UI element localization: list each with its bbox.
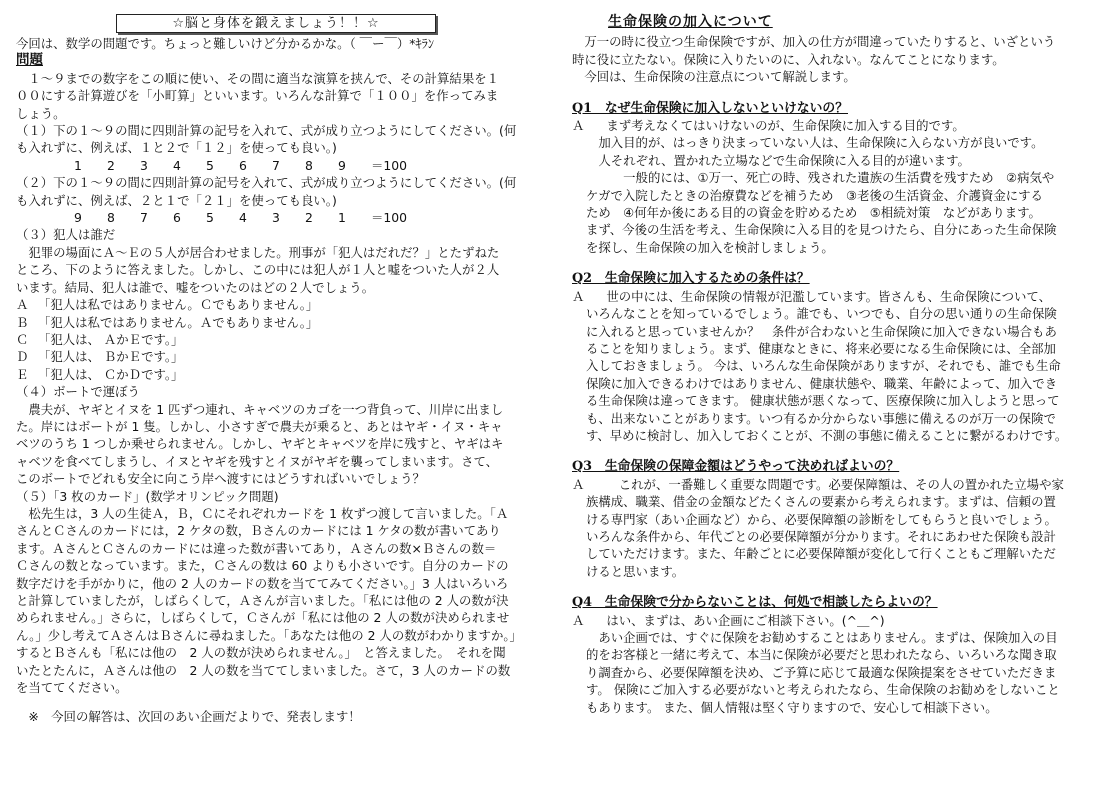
q4-line: ベツのうち 1 つしか乗せられません。しかし、ヤギとキャベツを岸に残すと、ヤギはキ [16,436,504,452]
q4-line: このボートでどれも安全に向こう岸へ渡すにはどうすればいいでしょう？ [16,471,425,487]
q3-answer-line: いろんな条件から、年代ごとの必要保障額が分かります。それにあわせた保険も設計 [586,528,1056,544]
mondai-heading: 問題 [16,52,43,69]
q5-line: 松先生は，3 人の生徒Ａ，Ｂ，Ｃにそれぞれカードを 1 枚ずつ渡して言いました。「Ａ [16,505,509,521]
q4-line: 農夫が、ヤギとイヌを 1 匹ずつ連れ、キャベツのカゴを一つ背負って、川岸に出まし [16,401,504,417]
q4-heading: （４）ボートで運ぼう [16,384,140,400]
number: 5 [206,157,214,173]
q1-answer-line: 人それぞれ、置かれた立場などで生命保険に入る目的が違います。 [586,152,970,168]
q2-answer-line: に入れると思っていませんか？ 条件が合わないと生命保険に加入できない場合もあ [586,323,1057,339]
q3-line: います。結局、犯人は誰で、嘘をついたのはどの２人でしょう。 [16,279,375,295]
q3-answer-first [572,476,1100,493]
q4-line: ャベツを食べてしまうし、イヌとヤギを残すとイヌがヤギを襲ってしまいます。さて、 [16,453,498,469]
q4-question: Q4 生命保険で分からないことは、何処で相談したらよいの？ [572,595,938,611]
statement-speaker: Ａ [16,297,29,313]
statement-speaker: Ｃ [16,331,29,347]
statement-speaker: Ｂ [16,314,29,330]
q1-question: Q1 なぜ生命保険に加入しないといけないの？ [572,100,848,116]
statement [16,348,548,365]
answer-text: 世の中には、生命保険の情報が氾濫しています。皆さんも、生命保険について、 [594,288,1051,304]
q2-question: Q2 生命保険に加入するための条件は？ [572,271,810,287]
number: 7 [140,210,148,226]
komachi-line: １～９までの数字をこの順に使い、その間に適当な演算を挟んで、その計算結果を１ [16,70,499,86]
q4-answer-line: 的をお客様と一緒に考えて、本当に保険が必要だと思われたなら、いろいろな聞き取 [586,647,1057,663]
q2-answer-line: る生命保険は違ってきます。 健康状態が悪くなって、医療保険に加入しようと思って [586,393,1060,409]
q2-answer-line: 保険に加入できるわけではありません、健康状態や、職業、年齢によって、加入でき [586,375,1058,391]
number: 2 [305,210,313,226]
q4-answer-line: り調査から、必要保障額を決め、ご予算に応じて最適な保険提案をさせていただきま [586,664,1057,680]
q2-answer-first [572,288,1100,305]
q2-line: も入れずに、例えば、２と１で「２１」を使っても良い。) [16,192,337,208]
number: 8 [107,210,115,226]
q5-line: を当ててください。 [16,680,128,696]
insurance-intro-line: 万一の時に役立つ生命保険ですが、加入の仕方が間違っていたりすると、いざという [572,34,1056,50]
q3-heading: （３）犯人は誰だ [16,227,116,243]
komachi-line: しょう。 [16,105,66,121]
q2-answer-line: ることを知りましょう。まず、健康なときに、将来必要になる生命保険には、全部加 [586,340,1056,356]
answer-label: Ａ [572,612,585,628]
q3-answer-line: していただけます。また、年齢ごとに必要保障額が変化して行くこともご理解いただ [586,546,1056,562]
statement-text: 「犯人は私ではありません。Ｃでもありません。」 [38,297,319,313]
q5-line: Ｃさんの数となっています。また，Ｃさんの数は 60 よりも小さいです。自分のカードの [16,558,509,574]
number: 3 [272,210,280,226]
number: 2 [107,157,115,173]
number: 1 [74,157,82,173]
q5-line: ます。ＡさんとＣさんのカードには違った数が書いてあり，Ａさんの数×Ｂさんの数＝ [16,540,497,556]
number: 4 [173,157,181,173]
q4-line: た。岸にはボートが 1 隻。しかし、小さすぎで農夫が乗ると、あとはヤギ・イヌ・キャ [16,418,503,434]
q5-line: するとＢさんも「私には他の 2 人の数が決められません。」 と答えました。 それを聞 [16,645,506,661]
q5-line: と計算していましたが，しばらくして，Ａさんが言いました。「私には他の 2 人の数が決 [16,593,509,608]
q1-answer-line: まず、今後の生活を考え、生命保険に入る目的を見つけたら、自分にあった生命保険 [586,222,1057,238]
intro-text: 今回は、数学の問題です。ちょっと難しいけど分かるかな。（ ￣ー￣）*ｷﾗﾝ [16,36,435,51]
q3-answer-line: ける専門家（あい企画など）から、必要保障額の診断をしてもらうと良いでしょう。 [586,511,1057,527]
spacer [16,696,548,708]
q5-line: 数字だけを手がかりに，他の 2 人のカードの数を当ててみてください。」3 人はいろいろ [16,575,509,591]
statement [16,366,548,383]
number: 8 [305,157,313,173]
statement-text: 「犯人は、 ＢかＥです。」 [38,349,184,365]
q3-line: 犯罪の場面にＡ～Ｅの５人が居合わせました。刑事が「犯人はだれだ？」とたずねた [16,244,500,260]
insurance-title: 生命保険の加入について [608,14,773,30]
statement [16,331,548,348]
number: 7 [272,157,280,173]
number: 6 [173,210,181,226]
insurance-intro-line: 時に役に立たない。保険に入りたいのに、入れない。なんてことになります。 [572,51,1005,67]
number: 9 [338,157,346,173]
answer-text: はい、まずは、あい企画にご相談下さい。(^＿^) [594,612,885,628]
q5-line: いたとたんに，Ａさんは他の 2 人の数を当ててしまいました。さて，3 人のカードの数 [16,662,511,678]
q1-line: も入れずに、例えば、１と２で「１２」を使っても良い。) [16,140,337,156]
q4-answer-line: あい企画では、すぐに保険をお勧めすることはありません。まずは、保険加入の目 [586,630,1058,645]
statement-text: 「犯人は私ではありません。Ａでもありません。」 [38,314,319,330]
left-column [16,14,548,726]
q2-answer-line: も、出来ないことがあります。いつ有るか分からない事態に備えるのが万一の保険で [586,410,1056,426]
answer-label: Ａ [572,118,585,134]
result: ＝100 [371,210,408,226]
q3-answer-line: けると思います。 [586,563,685,579]
number: 6 [239,157,247,173]
statement-text: 「犯人は、 ＣかＤです。」 [38,366,184,382]
q5-heading: （５）「3 枚のカード」(数学オリンピック問題) [16,488,279,504]
q2-line: （２）下の１～９の間に四則計算の記号を入れて、式が成り立つようにしてください。(何 [16,175,517,191]
q1-answer-line: 一般的には、①万一、死亡の時、残された遺族の生活費を残すため ②病気や [586,170,1055,186]
q5-line: められません。」さらに，しばらくして，Ｃさんが「私には他の 2 人の数が決められませ [16,610,510,626]
q5-line: さんとＣさんのカードには，2 ケタの数，Ｂさんのカードには 1 ケタの数が書いてあり [16,523,501,539]
q2-number-row [16,209,548,226]
brain-body-title: ☆脳と身体を鍛えましょう！！☆ [116,14,436,33]
q4-answer-line: もあります。 また、個人情報は堅く守りますので、安心して相談下さい。 [586,699,998,715]
q2-answer-line: す、早めに検討し、加入しておくことが、不測の事態に備えることに繋がるわけです。 [586,427,1068,443]
answer-text: これが、一番難しく重要な問題です。必要保障額は、その人の置かれた立場や家 [594,476,1064,492]
number: 1 [338,210,346,226]
q1-line: （１）下の１～９の間に四則計算の記号を入れて、式が成り立つようにしてください。(何 [16,123,517,139]
statement-text: 「犯人は、 ＡかＥです。」 [38,331,184,347]
right-column [572,14,1100,716]
answer-text: まず考えなくてはいけないのが、生命保険に加入する目的です。 [594,118,965,134]
q1-number-row [16,157,548,174]
q2-answer-line: いろんなことを知っているでしょう。誰でも、いつでも、自分の思い通りの生命保険 [586,306,1057,322]
number: 9 [74,210,82,226]
q4-answer-line: す。 保険にご加入する必要がないと考えられたなら、生命保険のお勧めをしないこと [586,682,1060,698]
q3-answer-line: 族構成、職業、借金の金額などたくさんの要素から考えられます。まずは、信頼の置 [586,494,1056,510]
result: ＝100 [371,157,408,173]
q3-question: Q3 生命保険の保障金額はどうやって決めればよいの？ [572,459,900,475]
q2-answer-line: 入しておきましょう。 今は、いろんな生命保険がありますが、それでも、誰でも生命 [586,358,1061,374]
number: 4 [239,210,247,226]
statement-speaker: Ｄ [16,349,29,365]
q1-answer-line: 加入目的が、はっきり決まっていない人は、生命保険に入らない方が良いです。 [586,135,1044,151]
q4-answer-first [572,612,1100,629]
number: 3 [140,157,148,173]
q3-line: ところ、下のように答えました。しかし、この中には犯人が１人と嘘をついた人が２人 [16,262,500,278]
statement-speaker: Ｅ [16,366,29,382]
statement [16,296,548,313]
number: 5 [206,210,214,226]
q1-answer-line: ケガで入院したときの治療費などを補うため ③老後の生活資金、介護資金にする [586,187,1043,203]
answer-label: Ａ [572,476,585,492]
answer-note: ※ 今回の解答は、次回のあい企画だよりで、発表します！ [16,709,361,725]
q5-line: ん。」少し考えてＡさんはＢさんに尋ねました。「あなたは他の 2 人の数がわかりますか。」 [16,627,522,643]
answer-label: Ａ [572,288,585,304]
komachi-line: ００にする計算遊びを「小町算」といいます。いろんな計算で「１００」を作ってみま [16,88,499,104]
statement [16,314,548,331]
q1-answer-line: を探し、生命保険の加入を検討しましょう。 [586,239,834,255]
q1-answer-line: ため ④何年か後にある目的の資金を貯めるため ⑤相続対策 などがあります。 [586,205,1041,221]
q1-answer-first [572,117,1100,134]
insurance-intro-line: 今回は、生命保険の注意点について解説します。 [572,69,856,85]
